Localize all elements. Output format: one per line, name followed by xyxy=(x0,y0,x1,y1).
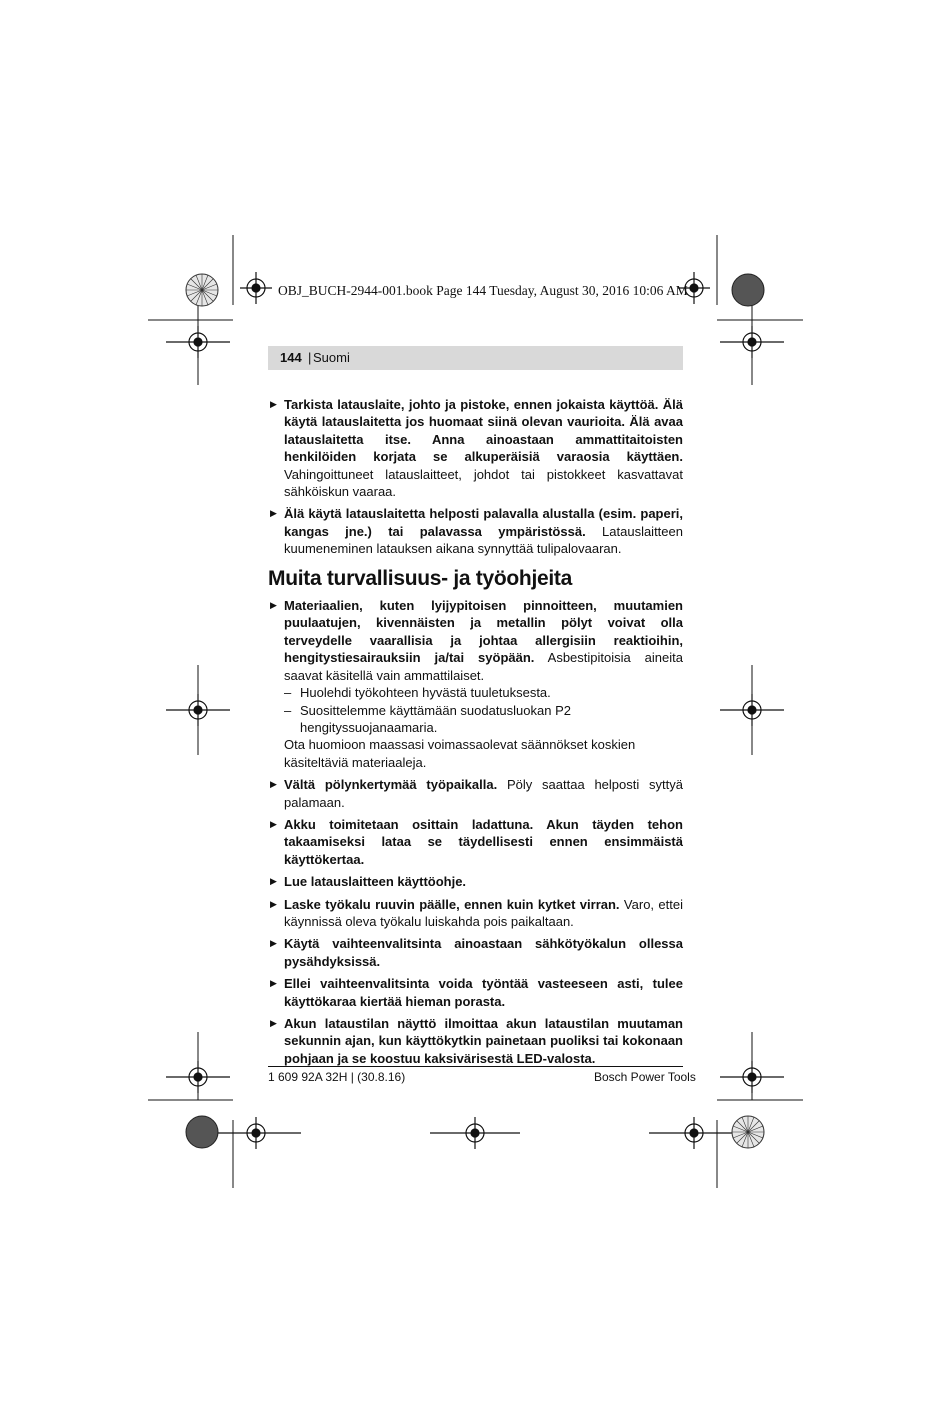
bullet-text: Latauslaitteen kuumeneminen latauksen aikana synnyttää tulipalovaaran. xyxy=(284,523,683,557)
bullet-bold-text: Käytä vaihteenvalitsinta ainoastaan sähkötyökalun ollessa pysähdyksissä. xyxy=(284,936,683,969)
header-separator: | xyxy=(308,350,312,365)
bullet-bold-text: Akku toimitetaan osittain ladattuna. Akun täyden tehon takaamiseksi lataa se täydellisesti ennen ensimmäistä käyttökertaa. xyxy=(284,816,683,867)
list-item xyxy=(268,1015,683,1067)
bullet-bold-text: Laske työkalu ruuvin päälle, ennen kuin kytket virran. xyxy=(284,896,620,912)
list-item xyxy=(268,935,683,970)
list-item xyxy=(268,816,683,868)
list-item xyxy=(268,873,683,890)
dash-item: – Suosittelemme käyttämään suodatusluokan P2 hengityssuojanaamaria. xyxy=(268,702,683,737)
section-heading: Muita turvallisuus- ja työohjeita xyxy=(268,566,572,590)
list-item xyxy=(268,975,683,1010)
list-item xyxy=(268,597,683,684)
dash-item: – Huolehdi työkohteen hyvästä tuuletuksesta. xyxy=(268,684,683,701)
bullet-text: Varo, ettei käynnissä oleva työkalu luiskahda pois paikaltaan. xyxy=(284,896,683,929)
bullet-bold-text: Akun lataustilan näyttö ilmoittaa akun lataustilan muutaman sekunnin ajan, kun käyttökytkin painetaan puoliksi tai kokonaan pohjaan ja se koostuu kaksivärisestä LED-valosta. xyxy=(284,1016,683,1066)
bullet-note: Ota huomioon maassasi voimassaolevat säännökset koskien käsiteltäviä materiaaleja. xyxy=(284,737,636,770)
page-number: 144 xyxy=(280,350,302,365)
list-item xyxy=(268,396,683,500)
bullet-text: Vahingoittuneet latauslaitteet, johdot tai pistokkeet kasvattavat sähköiskun vaaraa. xyxy=(284,466,683,500)
language-label: Suomi xyxy=(313,350,350,365)
footer-rule xyxy=(268,1066,683,1067)
footer-brand: Bosch Power Tools xyxy=(594,1070,696,1084)
bullet-bold-text: Vältä pölynkertymää työpaikalla. xyxy=(284,777,498,793)
page-content xyxy=(268,396,683,1072)
page-header xyxy=(268,346,683,370)
bullet-bold-text: Ellei vaihteenvalitsinta voida työntää vasteeseen asti, tulee käyttökaraa kiertää hieman porasta. xyxy=(284,976,683,1009)
bullet-bold-text: Materiaalien, kuten lyijypitoisen pinnoitteen, muutamien puulaatujen, kivennäisten ja metallin pölyt voivat olla terveydelle vaarallisia ja johtaa allergisiin reaktioihin, hengitystiesairauksiin ja/tai syöpään. xyxy=(284,598,683,666)
list-item xyxy=(268,505,683,557)
list-item xyxy=(268,896,683,931)
bullet-bold-text: Lue latauslaitteen käyttöohje. xyxy=(284,874,467,890)
bullet-text: Pöly saattaa helposti syttyä palamaan. xyxy=(284,777,683,810)
bullet-bold-text: Tarkista latauslaite, johto ja pistoke, ennen jokaista käyttöä. Älä käytä latauslaitetta jos huomaat siinä olevan vaurioita. Älä avaa latauslaitetta itse. Anna ainoastaan ammattitaitoisten henkilöiden korjata se alkuperäisiä varaosia käyttäen. xyxy=(284,397,683,465)
list-item xyxy=(268,776,683,811)
footer-doc-number: 1 609 92A 32H | (30.8.16) xyxy=(268,1070,406,1084)
print-header: OBJ_BUCH-2944-001.book Page 144 Tuesday, August 30, 2016 10:06 AM xyxy=(278,283,688,298)
bullet-text: Asbestipitoisia aineita saavat käsitellä vain ammattilaiset. xyxy=(284,650,683,683)
bullet-bold-text: Älä käytä latauslaitetta helposti palavalla alustalla (esim. paperi, kangas jne.) tai palavassa ympäristössä. xyxy=(284,506,683,539)
